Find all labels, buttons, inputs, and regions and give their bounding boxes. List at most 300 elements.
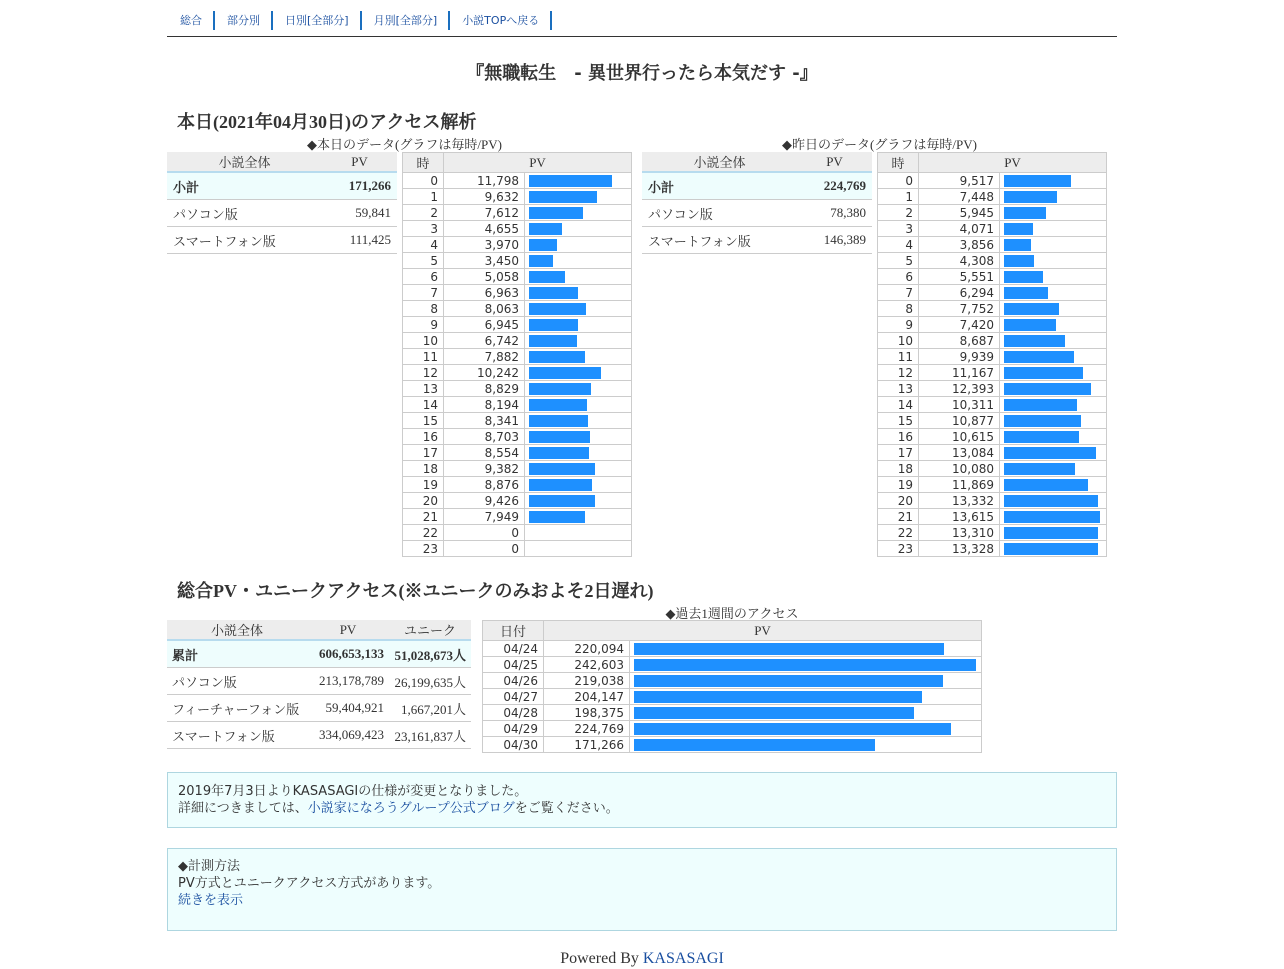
yesterday-hour-bar bbox=[1004, 543, 1098, 555]
summary-row-pc bbox=[167, 200, 397, 227]
yesterday-hour-bar-cell bbox=[1000, 221, 1107, 237]
today-hour-row bbox=[403, 333, 632, 349]
summary-row-subtotal bbox=[167, 172, 397, 200]
week-date: 04/26 bbox=[483, 673, 544, 689]
yesterday-hour-label: 5 bbox=[878, 253, 919, 269]
today-hour-bar bbox=[529, 383, 591, 395]
today-hour-bar-cell bbox=[525, 189, 632, 205]
today-hour-bar-cell bbox=[525, 461, 632, 477]
week-bar-cell bbox=[630, 737, 982, 753]
today-hour-label: 0 bbox=[403, 173, 444, 189]
yesterday-hour-value: 13,332 bbox=[919, 493, 1000, 509]
row-label: スマートフォン版 bbox=[167, 722, 307, 749]
today-hour-bar bbox=[529, 303, 586, 315]
today-hour-bar bbox=[529, 415, 588, 427]
yesterday-hour-row bbox=[878, 445, 1107, 461]
nav-link-novel-top[interactable]: 小説TOPへ戻る bbox=[450, 11, 552, 30]
yesterday-hour-value: 7,420 bbox=[919, 317, 1000, 333]
yesterday-hour-label: 16 bbox=[878, 429, 919, 445]
week-bar bbox=[634, 675, 943, 687]
today-hour-label: 7 bbox=[403, 285, 444, 301]
yesterday-hour-bar bbox=[1004, 447, 1096, 459]
today-hour-bar bbox=[529, 463, 595, 475]
today-hour-label: 3 bbox=[403, 221, 444, 237]
yesterday-hour-row bbox=[878, 429, 1107, 445]
yesterday-hour-row bbox=[878, 541, 1107, 557]
today-hour-label: 20 bbox=[403, 493, 444, 509]
today-hour-bar-cell bbox=[525, 429, 632, 445]
yesterday-hour-value: 3,856 bbox=[919, 237, 1000, 253]
week-row bbox=[483, 737, 982, 753]
today-hour-value: 7,949 bbox=[444, 509, 525, 525]
today-hour-value: 10,242 bbox=[444, 365, 525, 381]
today-hour-value: 3,450 bbox=[444, 253, 525, 269]
today-hour-label: 6 bbox=[403, 269, 444, 285]
today-hour-label: 16 bbox=[403, 429, 444, 445]
week-bar bbox=[634, 723, 951, 735]
today-hour-label: 1 bbox=[403, 189, 444, 205]
yesterday-hour-row bbox=[878, 237, 1107, 253]
yesterday-hour-value: 6,294 bbox=[919, 285, 1000, 301]
today-hour-bar-cell bbox=[525, 413, 632, 429]
today-hour-row bbox=[403, 189, 632, 205]
yesterday-hour-value: 12,393 bbox=[919, 381, 1000, 397]
yesterday-hour-value: 11,869 bbox=[919, 477, 1000, 493]
today-hour-label: 11 bbox=[403, 349, 444, 365]
yesterday-hour-value: 10,080 bbox=[919, 461, 1000, 477]
total-row-smartphone bbox=[167, 722, 471, 749]
week-row bbox=[483, 641, 982, 657]
yesterday-hour-bar bbox=[1004, 223, 1033, 235]
today-hour-bar-cell bbox=[525, 525, 632, 541]
today-hour-bar bbox=[529, 239, 557, 251]
yesterday-hour-label: 12 bbox=[878, 365, 919, 381]
yesterday-hour-bar-cell bbox=[1000, 541, 1107, 557]
yesterday-hour-bar bbox=[1004, 287, 1048, 299]
yesterday-hour-row bbox=[878, 173, 1107, 189]
week-bar bbox=[634, 659, 976, 671]
nav-link-total[interactable]: 総合 bbox=[167, 11, 215, 30]
yesterday-hour-bar bbox=[1004, 415, 1081, 427]
yesterday-hour-bar bbox=[1004, 495, 1098, 507]
yesterday-hour-value: 11,167 bbox=[919, 365, 1000, 381]
today-hour-row bbox=[403, 365, 632, 381]
col-unique: ユニーク bbox=[389, 620, 471, 640]
col-pv: PV bbox=[322, 152, 397, 172]
today-hour-row bbox=[403, 269, 632, 285]
yesterday-hour-row bbox=[878, 413, 1107, 429]
notice-line2 bbox=[178, 800, 1106, 817]
yesterday-hour-row bbox=[878, 493, 1107, 509]
today-caption: ◆本日のデータ(グラフは毎時/PV) bbox=[307, 137, 502, 152]
yesterday-hour-value: 9,517 bbox=[919, 173, 1000, 189]
week-date: 04/27 bbox=[483, 689, 544, 705]
show-more-link[interactable]: 続きを表示 bbox=[178, 893, 244, 908]
yesterday-hour-bar bbox=[1004, 527, 1098, 539]
today-hour-bar-cell bbox=[525, 269, 632, 285]
today-hour-bar bbox=[529, 175, 612, 187]
col-pv: PV bbox=[444, 153, 632, 173]
today-hour-bar bbox=[529, 511, 585, 523]
today-hour-row bbox=[403, 413, 632, 429]
today-hour-row bbox=[403, 317, 632, 333]
today-summary-table bbox=[167, 152, 397, 254]
col-pv: PV bbox=[307, 620, 389, 640]
yesterday-hour-bar bbox=[1004, 271, 1043, 283]
col-novel: 小説全体 bbox=[167, 620, 307, 640]
footer bbox=[167, 950, 1117, 968]
today-hour-row bbox=[403, 397, 632, 413]
today-hour-label: 23 bbox=[403, 541, 444, 557]
yesterday-hour-bar bbox=[1004, 479, 1088, 491]
week-bar-cell bbox=[630, 657, 982, 673]
yesterday-hour-row bbox=[878, 205, 1107, 221]
yesterday-hour-bar-cell bbox=[1000, 237, 1107, 253]
yesterday-hour-label: 7 bbox=[878, 285, 919, 301]
week-date: 04/30 bbox=[483, 737, 544, 753]
today-hour-value: 0 bbox=[444, 541, 525, 557]
week-pv: 224,769 bbox=[544, 721, 630, 737]
week-date: 04/25 bbox=[483, 657, 544, 673]
yesterday-hour-bar-cell bbox=[1000, 477, 1107, 493]
week-bar-cell bbox=[630, 673, 982, 689]
today-hour-value: 9,632 bbox=[444, 189, 525, 205]
col-pv: PV bbox=[919, 153, 1107, 173]
today-hour-bar bbox=[529, 207, 583, 219]
week-bar bbox=[634, 691, 922, 703]
spec-change-notice bbox=[167, 772, 1117, 828]
today-hour-bar bbox=[529, 271, 565, 283]
today-hour-label: 17 bbox=[403, 445, 444, 461]
yesterday-hour-value: 10,311 bbox=[919, 397, 1000, 413]
yesterday-hour-row bbox=[878, 285, 1107, 301]
official-blog-link[interactable]: 小説家になろうグループ公式ブログ bbox=[307, 801, 515, 816]
week-bar bbox=[634, 707, 914, 719]
week-row bbox=[483, 673, 982, 689]
week-caption: ◆過去1週間のアクセス bbox=[665, 606, 799, 621]
today-hour-bar-cell bbox=[525, 365, 632, 381]
today-hour-row bbox=[403, 349, 632, 365]
today-hour-label: 22 bbox=[403, 525, 444, 541]
today-hour-row bbox=[403, 205, 632, 221]
yesterday-hour-value: 13,615 bbox=[919, 509, 1000, 525]
today-hour-row bbox=[403, 541, 632, 557]
today-hour-row bbox=[403, 525, 632, 541]
today-hour-bar-cell bbox=[525, 205, 632, 221]
today-hour-value: 6,963 bbox=[444, 285, 525, 301]
today-hour-bar bbox=[529, 287, 578, 299]
week-bar bbox=[634, 643, 944, 655]
today-hour-bar-cell bbox=[525, 237, 632, 253]
today-hour-value: 8,341 bbox=[444, 413, 525, 429]
week-table bbox=[482, 620, 982, 753]
novel-title: 『無職転生 - 異世界行ったら本気だす -』 bbox=[466, 63, 818, 84]
col-date: 日付 bbox=[483, 621, 544, 641]
week-bar-cell bbox=[630, 721, 982, 737]
nav-link-daily[interactable]: 日別[全部分] bbox=[273, 11, 362, 30]
today-hour-row bbox=[403, 493, 632, 509]
yesterday-hour-value: 4,308 bbox=[919, 253, 1000, 269]
yesterday-hour-bar bbox=[1004, 207, 1046, 219]
yesterday-hour-bar-cell bbox=[1000, 285, 1107, 301]
week-pv: 219,038 bbox=[544, 673, 630, 689]
today-heading: 本日(2021年04月30日)のアクセス解析 bbox=[177, 112, 477, 132]
kasasagi-link[interactable]: KASASAGI bbox=[642, 950, 724, 967]
yesterday-hour-bar-cell bbox=[1000, 413, 1107, 429]
today-hour-label: 13 bbox=[403, 381, 444, 397]
today-hour-label: 21 bbox=[403, 509, 444, 525]
yesterday-hour-row bbox=[878, 253, 1107, 269]
col-novel: 小説全体 bbox=[642, 152, 797, 172]
today-hour-bar bbox=[529, 255, 553, 267]
week-row bbox=[483, 705, 982, 721]
today-hour-bar bbox=[529, 351, 585, 363]
yesterday-hour-label: 18 bbox=[878, 461, 919, 477]
today-hour-bar-cell bbox=[525, 493, 632, 509]
yesterday-hour-value: 13,084 bbox=[919, 445, 1000, 461]
yesterday-hour-row bbox=[878, 301, 1107, 317]
week-pv: 204,147 bbox=[544, 689, 630, 705]
header-divider bbox=[167, 36, 1117, 37]
row-label: 小計 bbox=[167, 172, 322, 200]
yesterday-hour-label: 0 bbox=[878, 173, 919, 189]
today-hour-row bbox=[403, 285, 632, 301]
row-unique: 1,667,201人 bbox=[389, 695, 471, 722]
yesterday-hour-label: 20 bbox=[878, 493, 919, 509]
row-pv: 59,404,921 bbox=[307, 695, 389, 722]
today-hour-label: 10 bbox=[403, 333, 444, 349]
week-bar-cell bbox=[630, 689, 982, 705]
today-hour-bar-cell bbox=[525, 349, 632, 365]
yesterday-hour-bar bbox=[1004, 431, 1079, 443]
today-hour-row bbox=[403, 173, 632, 189]
notice-line1: 2019年7月3日よりKASASAGIの仕様が変更となりました。 bbox=[178, 784, 528, 799]
row-label: パソコン版 bbox=[167, 200, 322, 227]
yesterday-hour-bar-cell bbox=[1000, 365, 1107, 381]
row-unique: 23,161,837人 bbox=[389, 722, 471, 749]
yesterday-hour-row bbox=[878, 509, 1107, 525]
summary-row-subtotal bbox=[642, 172, 872, 200]
yesterday-hour-bar bbox=[1004, 239, 1031, 251]
yesterday-hour-bar bbox=[1004, 511, 1100, 523]
today-hour-bar-cell bbox=[525, 333, 632, 349]
col-pv: PV bbox=[797, 152, 872, 172]
yesterday-hour-row bbox=[878, 333, 1107, 349]
col-hour: 時 bbox=[403, 153, 444, 173]
yesterday-hour-value: 13,328 bbox=[919, 541, 1000, 557]
yesterday-hour-row bbox=[878, 461, 1107, 477]
yesterday-hour-label: 22 bbox=[878, 525, 919, 541]
today-hour-bar-cell bbox=[525, 317, 632, 333]
measurement-method-box bbox=[167, 848, 1117, 931]
today-hour-row bbox=[403, 301, 632, 317]
today-hour-value: 8,194 bbox=[444, 397, 525, 413]
yesterday-caption: ◆昨日のデータ(グラフは毎時/PV) bbox=[782, 137, 977, 152]
yesterday-summary-table bbox=[642, 152, 872, 254]
yesterday-hour-row bbox=[878, 525, 1107, 541]
notice-suffix: をご覧ください。 bbox=[514, 801, 619, 816]
method-title: ◆計測方法 bbox=[178, 859, 240, 874]
yesterday-hourly-table bbox=[877, 152, 1107, 557]
row-value: 111,425 bbox=[322, 227, 397, 254]
col-hour: 時 bbox=[878, 153, 919, 173]
today-hour-row bbox=[403, 477, 632, 493]
yesterday-hour-bar bbox=[1004, 463, 1075, 475]
today-hour-bar-cell bbox=[525, 509, 632, 525]
yesterday-hour-bar-cell bbox=[1000, 429, 1107, 445]
yesterday-hour-bar bbox=[1004, 351, 1074, 363]
yesterday-hour-label: 4 bbox=[878, 237, 919, 253]
week-pv: 171,266 bbox=[544, 737, 630, 753]
row-value: 224,769 bbox=[797, 172, 872, 200]
today-hour-bar bbox=[529, 495, 595, 507]
today-hour-value: 6,945 bbox=[444, 317, 525, 333]
today-hour-bar-cell bbox=[525, 541, 632, 557]
nav-link-parts[interactable]: 部分別 bbox=[215, 11, 273, 30]
total-row-featurephone bbox=[167, 695, 471, 722]
week-date: 04/29 bbox=[483, 721, 544, 737]
yesterday-hour-bar-cell bbox=[1000, 445, 1107, 461]
row-pv: 334,069,423 bbox=[307, 722, 389, 749]
summary-row-smartphone bbox=[642, 227, 872, 254]
today-hour-label: 9 bbox=[403, 317, 444, 333]
summary-row-pc bbox=[642, 200, 872, 227]
yesterday-hour-bar-cell bbox=[1000, 253, 1107, 269]
yesterday-hour-value: 10,877 bbox=[919, 413, 1000, 429]
yesterday-hour-value: 7,752 bbox=[919, 301, 1000, 317]
today-hour-bar-cell bbox=[525, 221, 632, 237]
today-hour-bar bbox=[529, 223, 562, 235]
today-hour-label: 15 bbox=[403, 413, 444, 429]
yesterday-hour-label: 6 bbox=[878, 269, 919, 285]
today-hour-label: 19 bbox=[403, 477, 444, 493]
today-hour-bar bbox=[529, 447, 589, 459]
yesterday-hour-bar bbox=[1004, 303, 1059, 315]
row-pv: 606,653,133 bbox=[307, 640, 389, 668]
today-hour-bar bbox=[529, 399, 587, 411]
row-unique: 26,199,635人 bbox=[389, 668, 471, 695]
yesterday-hour-bar-cell bbox=[1000, 349, 1107, 365]
yesterday-hour-label: 11 bbox=[878, 349, 919, 365]
row-label: 小計 bbox=[642, 172, 797, 200]
yesterday-hour-label: 13 bbox=[878, 381, 919, 397]
yesterday-hour-value: 13,310 bbox=[919, 525, 1000, 541]
yesterday-hour-row bbox=[878, 365, 1107, 381]
yesterday-hour-label: 23 bbox=[878, 541, 919, 557]
yesterday-hour-bar bbox=[1004, 175, 1071, 187]
today-hour-value: 8,829 bbox=[444, 381, 525, 397]
today-hour-value: 11,798 bbox=[444, 173, 525, 189]
week-row bbox=[483, 721, 982, 737]
yesterday-hour-label: 1 bbox=[878, 189, 919, 205]
today-hour-label: 2 bbox=[403, 205, 444, 221]
today-hour-row bbox=[403, 221, 632, 237]
week-date: 04/24 bbox=[483, 641, 544, 657]
today-hour-value: 9,382 bbox=[444, 461, 525, 477]
week-bar-cell bbox=[630, 641, 982, 657]
summary-row-smartphone bbox=[167, 227, 397, 254]
yesterday-hour-bar bbox=[1004, 399, 1077, 411]
today-hour-row bbox=[403, 381, 632, 397]
row-label: スマートフォン版 bbox=[642, 227, 797, 254]
row-unique: 51,028,673人 bbox=[389, 640, 471, 668]
today-hour-label: 5 bbox=[403, 253, 444, 269]
yesterday-hour-bar-cell bbox=[1000, 381, 1107, 397]
col-novel: 小説全体 bbox=[167, 152, 322, 172]
total-heading: 総合PV・ユニークアクセス(※ユニークのみおよそ2日遅れ) bbox=[177, 581, 654, 601]
nav-link-monthly[interactable]: 月別[全部分] bbox=[362, 11, 451, 30]
today-hour-value: 3,970 bbox=[444, 237, 525, 253]
yesterday-hour-row bbox=[878, 349, 1107, 365]
today-hour-value: 8,063 bbox=[444, 301, 525, 317]
week-bar-cell bbox=[630, 705, 982, 721]
row-pv: 213,178,789 bbox=[307, 668, 389, 695]
yesterday-hour-bar-cell bbox=[1000, 301, 1107, 317]
yesterday-hour-bar-cell bbox=[1000, 461, 1107, 477]
today-hour-bar-cell bbox=[525, 301, 632, 317]
today-hour-bar-cell bbox=[525, 253, 632, 269]
today-hour-label: 18 bbox=[403, 461, 444, 477]
today-hour-value: 8,554 bbox=[444, 445, 525, 461]
yesterday-hour-label: 21 bbox=[878, 509, 919, 525]
today-hour-row bbox=[403, 461, 632, 477]
row-label: 累計 bbox=[167, 640, 307, 668]
today-hour-label: 14 bbox=[403, 397, 444, 413]
today-hour-label: 12 bbox=[403, 365, 444, 381]
yesterday-hour-label: 10 bbox=[878, 333, 919, 349]
yesterday-hour-value: 5,551 bbox=[919, 269, 1000, 285]
today-hour-value: 7,612 bbox=[444, 205, 525, 221]
yesterday-hour-bar-cell bbox=[1000, 333, 1107, 349]
notice-prefix: 詳細につきましては、 bbox=[178, 801, 308, 816]
yesterday-hour-value: 9,939 bbox=[919, 349, 1000, 365]
yesterday-hour-label: 3 bbox=[878, 221, 919, 237]
yesterday-hour-bar-cell bbox=[1000, 173, 1107, 189]
today-hour-bar-cell bbox=[525, 285, 632, 301]
today-hour-bar bbox=[529, 191, 597, 203]
yesterday-hour-value: 7,448 bbox=[919, 189, 1000, 205]
method-text: PV方式とユニークアクセス方式があります。 bbox=[178, 876, 441, 891]
today-hourly-table bbox=[402, 152, 632, 557]
week-row bbox=[483, 657, 982, 673]
footer-prefix: Powered By bbox=[560, 950, 643, 967]
today-hour-value: 0 bbox=[444, 525, 525, 541]
today-hour-value: 4,655 bbox=[444, 221, 525, 237]
yesterday-hour-bar-cell bbox=[1000, 397, 1107, 413]
yesterday-hour-label: 2 bbox=[878, 205, 919, 221]
today-hour-bar-cell bbox=[525, 381, 632, 397]
total-table bbox=[167, 620, 471, 749]
yesterday-hour-row bbox=[878, 397, 1107, 413]
yesterday-hour-bar-cell bbox=[1000, 493, 1107, 509]
yesterday-hour-bar-cell bbox=[1000, 189, 1107, 205]
today-hour-row bbox=[403, 509, 632, 525]
yesterday-hour-row bbox=[878, 317, 1107, 333]
yesterday-hour-bar-cell bbox=[1000, 317, 1107, 333]
total-row-pc bbox=[167, 668, 471, 695]
today-hour-bar bbox=[529, 335, 577, 347]
yesterday-hour-row bbox=[878, 221, 1107, 237]
yesterday-hour-label: 14 bbox=[878, 397, 919, 413]
yesterday-hour-bar-cell bbox=[1000, 205, 1107, 221]
nav-bar bbox=[167, 11, 552, 30]
row-label: スマートフォン版 bbox=[167, 227, 322, 254]
today-hour-bar bbox=[529, 479, 592, 491]
yesterday-hour-bar bbox=[1004, 335, 1065, 347]
yesterday-hour-value: 8,687 bbox=[919, 333, 1000, 349]
today-hour-value: 8,876 bbox=[444, 477, 525, 493]
today-hour-bar-cell bbox=[525, 173, 632, 189]
